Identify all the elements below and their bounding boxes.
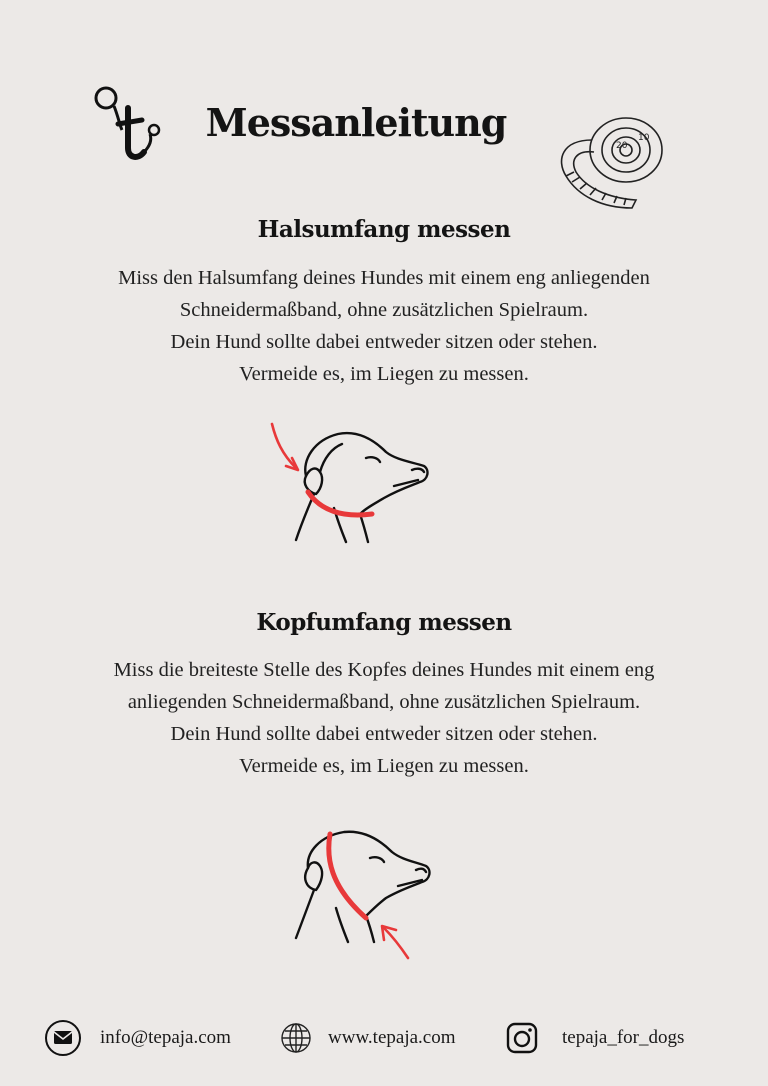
neck-line: Vermeide es, im Liegen zu messen. <box>239 363 529 385</box>
instagram-text[interactable]: tepaja_for_dogs <box>562 1027 685 1048</box>
measuring-tape-icon <box>552 110 668 220</box>
head-line: Miss die breiteste Stelle des Kopfes deines Hundes mit einem eng <box>113 659 655 681</box>
neck-line: Dein Hund sollte dabei entweder sitzen oder stehen. <box>170 331 598 353</box>
footer-website[interactable] <box>280 1018 456 1058</box>
footer-instagram[interactable] <box>506 1018 684 1058</box>
head-line: anliegenden Schneidermaßband, ohne zusätzlichen Spielraum. <box>127 691 641 713</box>
dog-neck-measure-icon <box>262 418 438 546</box>
globe-icon <box>280 1022 312 1054</box>
mail-icon <box>44 1019 82 1057</box>
dog-head-measure-icon <box>288 828 438 962</box>
instagram-icon <box>506 1022 538 1054</box>
neck-line: Miss den Halsumfang deines Hundes mit einem eng anliegenden <box>118 267 650 289</box>
head-line: Dein Hund sollte dabei entweder sitzen oder stehen. <box>170 723 598 745</box>
head-instructions <box>40 654 728 782</box>
page-title: Messanleitung <box>205 100 507 145</box>
neck-heading: Halsumfang messen <box>257 216 511 243</box>
website-text[interactable]: www.tepaja.com <box>328 1027 456 1048</box>
email-text[interactable]: info@tepaja.com <box>100 1027 231 1048</box>
neck-line: Schneidermaßband, ohne zusätzlichen Spielraum. <box>179 299 589 321</box>
svg-text:20: 20 <box>616 141 628 151</box>
svg-text:10: 10 <box>638 133 650 143</box>
footer-email[interactable] <box>44 1018 231 1058</box>
head-line: Vermeide es, im Liegen zu messen. <box>239 755 529 777</box>
head-heading: Kopfumfang messen <box>256 609 512 636</box>
neck-instructions <box>40 262 728 390</box>
